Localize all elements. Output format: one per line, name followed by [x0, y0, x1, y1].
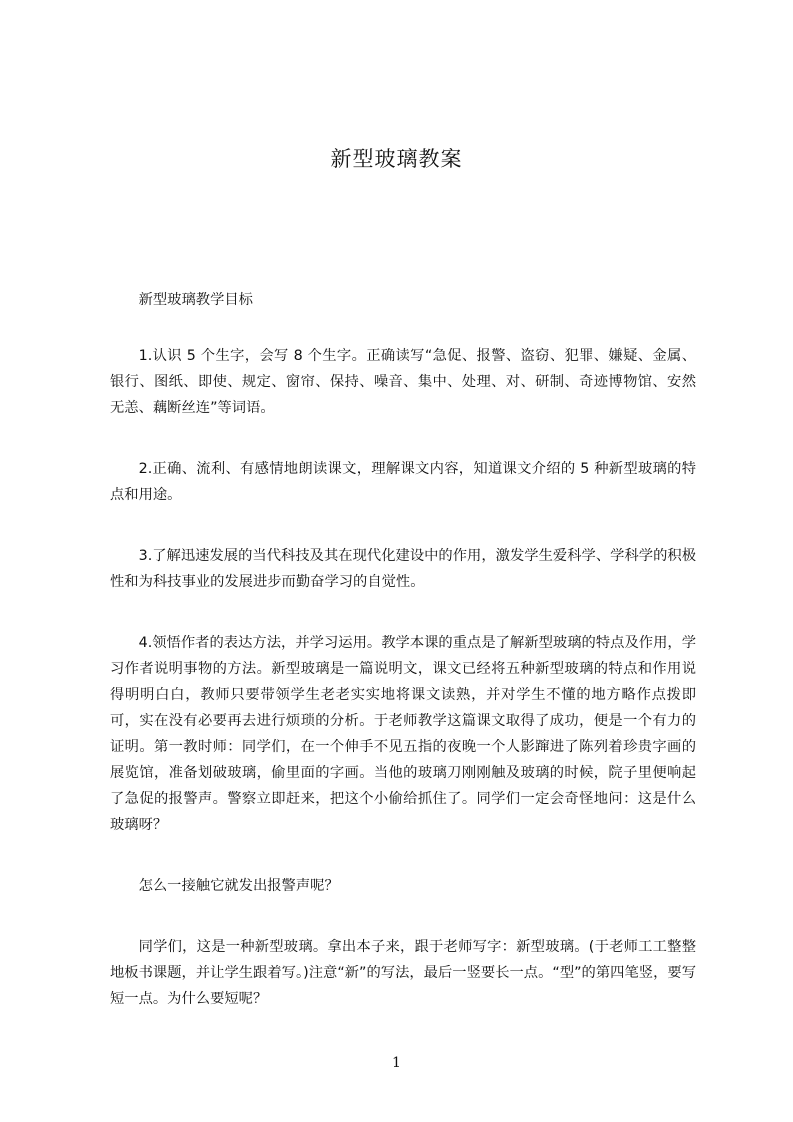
page-title: 新型玻璃教案 — [330, 147, 463, 171]
paragraph-objective-4: 4.领悟作者的表达方法，并学习运用。教学本课的重点是了解新型玻璃的特点及作用，学习作者说明事物的方法。新型玻璃是一篇说明文，课文已经将五种新型玻璃的特点和作用说得明明白白，教师只要带领学生老老实实地将课文读熟，并对学生不懂的地方略作点拨即可，实在没有必要再去进行烦琐的分析。于老师教学这篇课文取得了成功，便是一个有力的证明。第一教时师：同学们，在一个伸手不见五指的夜晚一个人影蹿进了陈列着珍贵字画的展览馆，准备划破玻璃，偷里面的字画。当他的玻璃刀刚刚触及玻璃的时候，院子里便响起了急促的报警声。警察立即赶来，把这个小偷给抓住了。同学们一定会奇怪地问：这是什么玻璃呀？ — [110, 635, 696, 833]
page-number: 1 — [392, 1055, 401, 1071]
section-heading: 新型玻璃教学目标 — [138, 292, 253, 308]
paragraph-lesson: 同学们，这是一种新型玻璃。拿出本子来，跟于老师写字：新型玻璃。(于老师工工整整地板书课题，并让学生跟着写。)注意“新”的写法，最后一竖要长一点。“型”的第四笔竖，要写短一点。为什么要短呢？ — [110, 939, 696, 1007]
paragraph-objective-2: 2.正确、流利、有感情地朗读课文，理解课文内容，知道课文介绍的 5 种新型玻璃的特点和用途。 — [110, 461, 696, 503]
paragraph-objective-3: 3.了解迅速发展的当代科技及其在现代化建设中的作用，激发学生爱科学、学科学的积极性和为科技事业的发展进步而勤奋学习的自觉性。 — [110, 548, 696, 590]
paragraph-objective-1: 1.认识 5 个生字，会写 8 个生字。正确读写“急促、报警、盗窃、犯罪、嫌疑、金属、银行、图纸、即使、规定、窗帘、保持、噪音、集中、处理、对、研制、奇迹博物馆、安然无恙、藕断丝连”等词语。 — [110, 348, 696, 416]
paragraph-question: 怎么一接触它就发出报警声呢？ — [138, 878, 339, 894]
document-body — [110, 287, 696, 1047]
